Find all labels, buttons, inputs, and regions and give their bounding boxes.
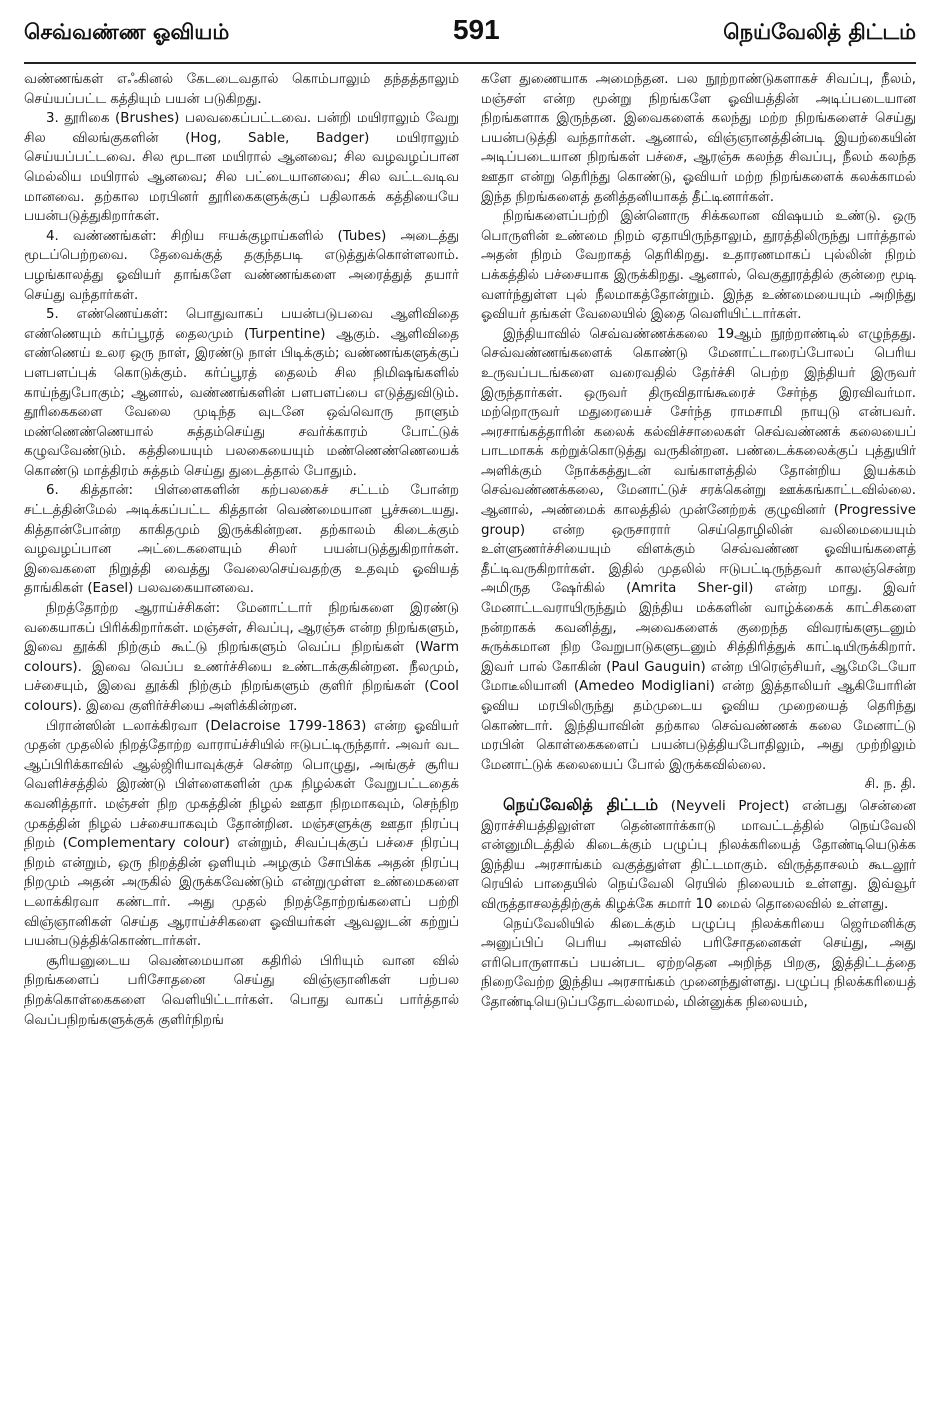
- paragraph: இந்தியாவில் செவ்வண்ணக்கலை 19ஆம் நூற்றாண்டில் எழுந்தது. செவ்வண்ணங்களைக் கொண்டு மேனாட்டாரைப்போலப் பெரிய உருவப்படங்களை வரைவதில் தேர்ச்சி பெற்ற இந்தியர் இருவர் இருந்தார்கள். ஒருவர் திருவிதாங்கூரைச் சேர்ந்த இரவிவர்மா. மற்றொருவர் மதுரையைச் சேர்ந்த ராமசாமி நாயுடு என்பவர். அரசாங்கத்தாரின் கலைக் கல்விச்சாலைகள் செவ்வண்ணக் கலையைப் பாடமாகக் கற்றுக்கொடுத்து வருகின்றன. பண்டைக்கலைக்குப் புத்துயிர் அளிக்கும் நோக்கத்துடன் வங்காளத்தில் தோன்றிய இயக்கம் செவ்வண்ணக்கலை, மேனாட்டுச் சரக்கென்று ஊக்கங்காட்டவில்லை. ஆனால், அண்மைக் காலத்தில் முன்னேற்றக் குழுவினர் (Progressive group) என்ற ஒருசாரார் செய்தொழிலின் வலிமையையும் உள்ளுணர்ச்சியையும் விளக்கும் செவ்வண்ண ஓவியங்களைத் தீட்டிவருகிறார்கள். இதில் முதலில் ஈடுபட்டிருந்தவர் காலஞ்சென்ற அமிருத ஷேர்கில் (Amrita Sher-gil) என்ற மாது. இவர் மேனாட்டவராயிருந்தும் இந்திய மக்களின் வாழ்க்கைக் காட்சிகளை நன்றாகக் கவனித்து, அவைகளைக் குறைந்த விவரங்களுடனும் சுருக்கமான நிற வேறுபாடுகளுடனும் சித்திரித்துக் காட்டியிருக்கிறார். இவர் பால் கோகின் (Paul Gauguin) என்ற பிரெஞ்சியர், ஆமேடேயோ மோடீலியானி (Amedeo Modigliani) என்ற இத்தாலியர் ஆகியோரின் ஓவிய மரபிலிருந்து தம்முடைய ஓவிய முறையைத் தெரிந்து கொண்டார். இந்தியாவின் தற்கால செவ்வண்ணக் கலை மேனாட்டு மரபின் கொள்கைகளைப் பயன்படுத்தியபோதிலும், அது முற்றிலும் மேனாட்டுக் கலையைப் போல் இருக்கவில்லை.: [481, 326, 916, 773]
- page-number: 591: [452, 14, 500, 45]
- text-columns: [24, 70, 916, 1030]
- entry-text: (Neyveli Project) என்பது சென்னை இராச்சியத்திலுள்ள தென்னார்க்காடு மாவட்டத்தில் நெய்வேலி என்னுமிடத்தில் கிடைக்கும் பழுப்பு நிலக்கரியைத் தோண்டியெடுக்க இந்திய அரசாங்கம் வகுத்துள்ள திட்டமாகும். விருத்தாசலம் கூடலூர் ரெயில் பாதையில் நெய்வேலி ரெயில் நிலையம் உள்ளது. இவ்வூர் விருத்தாசலத்திற்குக் கிழக்கே சுமார் 10 மைல் தொலைவில் உள்ளது.: [481, 798, 916, 912]
- page-header: [24, 14, 916, 58]
- paragraph: நெய்வேலியில் கிடைக்கும் பழுப்பு நிலக்கரியை ஜெர்மனிக்கு அனுப்பிப் பெரிய அளவில் பரிசோதனைகள் செய்து, அது எரிபொருளாகப் பயன்பட ஏற்றதென அறிந்த பிறகு, இத்திட்டத்தை நிறைவேற்ற இந்திய அரசாங்கம் முனைந்துள்ளது. பழுப்பு நிலக்கரியைத் தோண்டியெடுப்பதோடல்லாமல், மின்னுக்க நிலையம்,: [481, 916, 916, 1010]
- paragraph: 5. எண்ணெய்கள்: பொதுவாகப் பயன்படுபவை ஆளிவிதை எண்ணெயும் கர்ப்பூரத் தைலமும் (Turpentine) ஆகும். ஆளிவிதை எண்ணெய் உலர ஒரு நாள், இரண்டு நாள் பிடிக்கும்; வண்ணங்களுக்குப் பளபளப்புக் கொடுக்கும். கர்ப்பூரத் தைலம் சில நிமிஷங்களில் காய்ந்துபோகும்; ஆனால், வண்ணங்களின் பளபளப்பை எடுத்துவிடும். தூரிகைகளை வேலை முடிந்த வுடனே ஒவ்வொரு நாளும் மண்ணெண்ணெயால் சுத்தம்செய்து சவர்க்காரம் போட்டுக் கழுவவேண்டும். கத்தியையும் பலகையையும் மண்ணெண்ணெயைக் கொண்டு மாத்திரம் சுத்தம் செய்து துடைத்தால் போதும்.: [24, 307, 459, 479]
- paragraph: பிரான்ஸின் டலாக்கிரவா (Delacroise 1799-1863) என்ற ஓவியர் முதன் முதலில் நிறத்தோற்ற வாராய்ச்சியில் ஈடுபட்டிருந்தார். அவர் வட ஆப்பிரிக்காவில் ஆல்ஜிரியாவுக்குச் சென்ற பொழுது, அங்குச் சூரிய வெளிச்சத்தில் இரண்டு பிள்ளைகளின் முக நிழல்கள் வேறுபட்டதைக் கவனித்தார். மஞ்சள் நிற முகத்தின் நிழல் ஊதா நிறமாகவும், செந்நிற முகத்தின் நிழல் பச்சையாகவும் தோன்றின. மஞ்சளுக்கு ஊதா நிரப்பு நிறம் (Complementary colour) என்றும், சிவப்புக்குப் பச்சை நிரப்பு நிறம் என்றும், ஒரு நிறத்தின் ஒளியும் அழகும் சோபிக்க அதன் நிரப்பு நிறமும் அதன் அருகில் இருக்கவேண்டும் என்றுமுள்ள உண்மைகளை டலாக்கிரவா கண்டார். அது முதல் நிறத்தோற்றங்களைப் பற்றி விஞ்ஞானிகள் செய்த ஆராய்ச்சிகளை ஓவியர்கள் ஆவலுடன் கற்றுப் பயன்படுத்திக்கொண்டார்கள்.: [24, 718, 459, 950]
- entry-paragraph: [481, 795, 916, 915]
- paragraph: களே துணையாக அமைந்தன. பல நூற்றாண்டுகளாகச் சிவப்பு, நீலம், மஞ்சள் என்ற மூன்று நிறங்களே ஓவியத்தின் அடிப்படையான நிறங்களாக இருந்தன. இவைகளைக் கலந்து மற்ற நிறங்களைச் செய்து பயன்படுத்தி வந்தார்கள். ஆனால், விஞ்ஞானத்தின்படி இயற்கையின் அடிப்படையான நிறங்கள் பச்சை, ஆரஞ்சு கலந்த சிவப்பு, நீலம் கலந்த ஊதா என்று தெரிந்து கொண்டு, ஓவியர் மற்ற நிறங்களைக் கலக்காமல் இந்த நிறங்களைத் தனித்தனியாகத் தீட்டினார்கள்.: [481, 72, 916, 205]
- author-signature: சி. ந. தி.: [864, 777, 916, 793]
- paragraph: வண்ணங்கள் எஃகினல் கேடடைவதால் கொம்பாலும் தந்தத்தாலும் செய்யப்பட்ட கத்தியும் பயன் படுகிறது.: [24, 72, 459, 107]
- running-head-right: நெய்வேலித் திட்டம்: [723, 20, 916, 44]
- paragraph: 6. கித்தான்: பிள்ளைகளின் கற்பலகைச் சட்டம் போன்ற சட்டத்தின்மேல் அடிக்கப்பட்ட கித்தான் வெண்மையான பூச்சுடையது. கித்தான்போன்ற காகிதமும் இருக்கின்றன. தற்காலம் கிடைக்கும் வழவழப்பான அட்டைகளையும் சிலர் பயன்படுத்துகிறார்கள். இவைகளை நிறுத்தி வைத்து வேலைசெய்வதற்கு உதவும் ஓவியத் தாங்கிகள் (Easel) பலவகையானவை.: [24, 483, 459, 597]
- right-column: [481, 70, 916, 1030]
- paragraph: 3. தூரிகை (Brushes) பலவகைப்பட்டவை. பன்றி மயிராலும் வேறு சில விலங்குகளின் (Hog, Sable, Badger) மயிராலும் செய்யப்பட்டவை. சில மூடான மயிரால் ஆனவை; சில வழவழப்பான மெல்லிய மயிரால் ஆனவை; சில பட்டையானவை; சில வட்டவடிவ மானவை. தற்கால மரபினர் தூரிகைகளுக்குப் பதிலாகக் கத்தியையே பயன்படுத்துகிறார்கள்.: [24, 111, 459, 225]
- entry-heading: நெய்வேலித் திட்டம்: [503, 794, 659, 814]
- paragraph: நிறங்களைப்பற்றி இன்னொரு சிக்கலான விஷயம் உண்டு. ஒரு பொருளின் உண்மை நிறம் ஏதாயிருந்தாலும், தூரத்திலிருந்து பார்த்தால் அதன் நிறம் வேறாகத் தெரிகிறது. உதாரணமாகப் புல்லின் நிறம் பக்கத்தில் பச்சையாக இருக்கிறது. ஆனால், வெகுதூரத்தில் குன்றை மூடி வளர்ந்துள்ள புல் நீலமாகத்தோன்றும். இந்த உண்மையையும் அறிந்து ஓவியர் தங்கள் வேலையில் இதை வெளியிட்டார்கள்.: [481, 209, 916, 323]
- paragraph: சூரியனுடைய வெண்மையான கதிரில் பிரியும் வான வில் நிறங்களைப் பரிசோதனை செய்து விஞ்ஞானிகள் பற்பல நிறக்கொள்கைகளை வெளியிட்டார்கள். பொது வாகப் பார்த்தால் வெப்பநிறங்களுக்குக் குளிர்நிறங்: [24, 953, 459, 1028]
- running-head-left: செவ்வண்ண ஓவியம்: [24, 20, 230, 44]
- left-column: [24, 70, 459, 1030]
- header-rule: [24, 62, 916, 64]
- paragraph: 4. வண்ணங்கள்: சிறிய ஈயக்குழாய்களில் (Tubes) அடைத்து மூடப்பெற்றவை. தேவைக்குத் தகுந்தபடி எடுத்துக்கொள்ளலாம். பழங்காலத்து ஓவியர் தாங்களே வண்ணங்களை அரைத்துத் தயார் செய்து வந்தார்கள்.: [24, 228, 459, 303]
- paragraph: நிறத்தோற்ற ஆராய்ச்சிகள்: மேனாட்டார் நிறங்களை இரண்டு வகையாகப் பிரிக்கிறார்கள். மஞ்சள், சிவப்பு, ஆரஞ்சு என்ற நிறங்களும், இவை தூக்கி நிற்கும் கூட்டு நிறங்களும் வெப்ப நிறங்கள் (Warm colours). இவை வெப்ப உணர்ச்சியை உண்டாக்குகின்றன. நீலமும், பச்சையும், இவை தூக்கி நிற்கும் நிறங்களும் குளிர் நிறங்கள் (Cool colours). இவை குளிர்ச்சியை அளிக்கின்றன.: [24, 601, 459, 714]
